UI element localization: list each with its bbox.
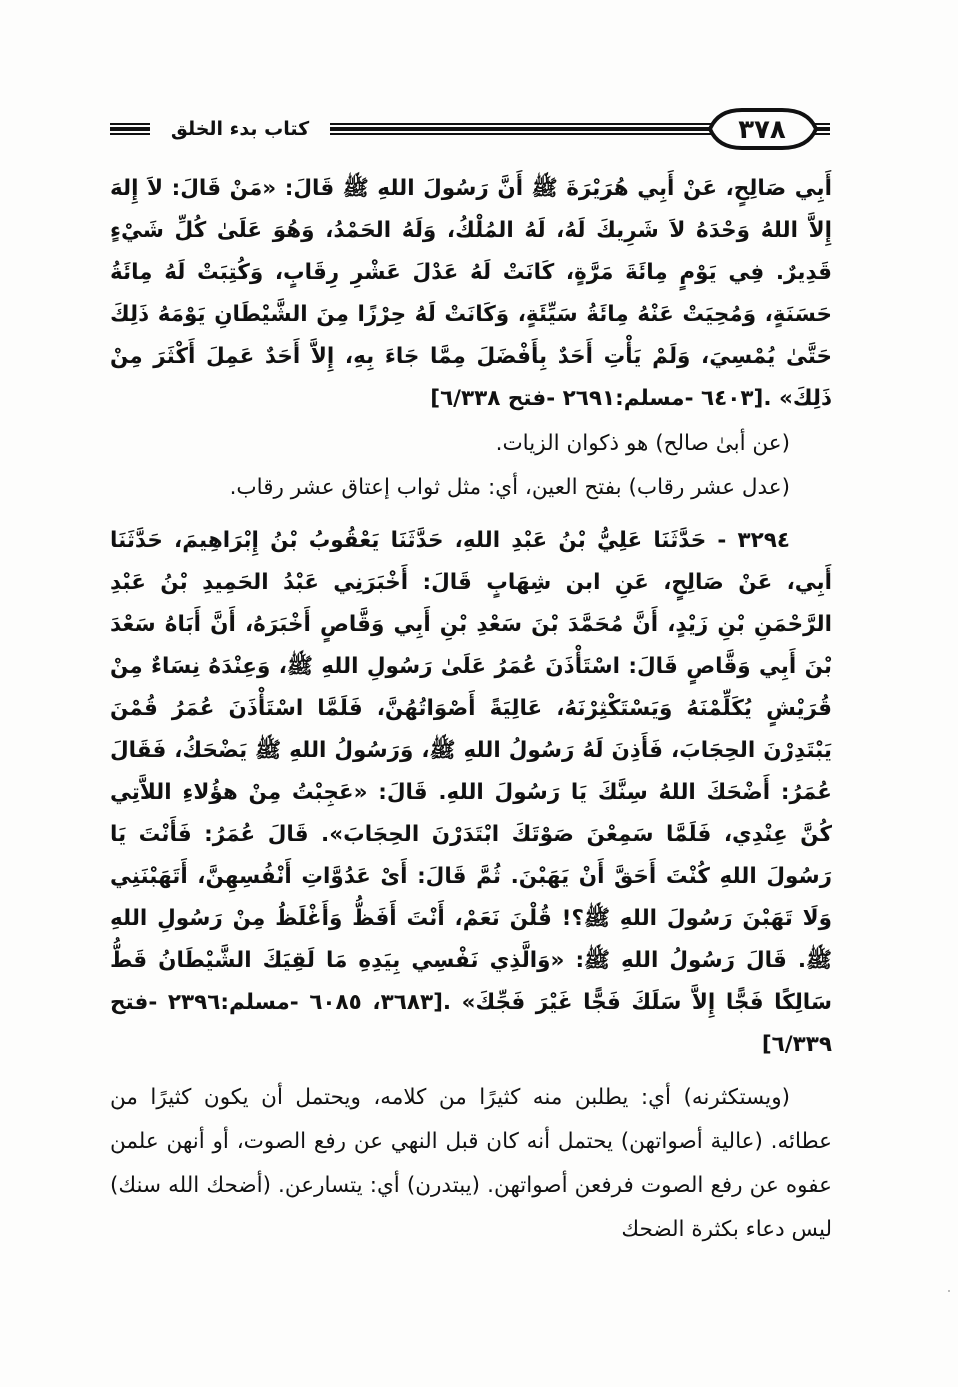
commentary-text: (عدل عشر رقاب) بفتح العين، أي: مثل ثواب إعتاق عشر رقاب. [229,475,790,500]
commentary-text: (عن أبىٰ صالح) هو ذكوان الزيات. [495,431,790,456]
scan-speck [948,1290,950,1292]
hadith-text: ٣٢٩٤ - حَدَّثَنَا عَلِيُّ بْنُ عَبْدِ اللهِ، حَدَّثَنَا يَعْقُوبُ بْنُ إِبْرَاهِيمَ، حَدَّثَنَا أَبِي، عَنْ صَالِحٍ، عَنِ ابن شِهَابٍ قَالَ: أَخْبَرَنِي عَبْدُ الحَمِيدِ بْنُ عَبْدِ الرَّحْمَنِ بْنِ زَيْدٍ، أَنَّ مُحَمَّدَ بْنَ سَعْدِ بْنِ أَبِي وَقَّاصٍ أَخْبَرَهُ، أَنَّ أَبَاهُ سَعْدَ بْنَ أَبِي وَقَّاصٍ قَالَ: اسْتَأْذَنَ عُمَرُ عَلَىٰ رَسُولِ اللهِ ﷺ، وَعِنْدَهُ نِسَاءٌ مِنْ قُرَيْشٍ يُكَلِّمْنَهُ وَيَسْتَكْثِرْنَهُ، عَالِيَةً أَصْوَاتُهُنَّ، فَلَمَّا اسْتَأْذَنَ عُمَرُ قُمْنَ يَبْتَدِرْنَ الحِجَابَ، فَأَذِنَ لَهُ رَسُولُ اللهِ ﷺ، وَرَسُولُ اللهِ ﷺ يَضْحَكُ، فَقَالَ عُمَرُ: أَضْحَكَ اللهُ سِنَّكَ يَا رَسُولَ اللهِ. قَالَ: «عَجِبْتُ مِنْ هؤُلاءِ اللاَّتِي كُنَّ عِنْدِي، فَلَمَّا سَمِعْنَ صَوْتَكَ ابْتَدَرْنَ الحِجَابَ». قَالَ عُمَرُ: فَأَنْتَ يَا رَسُولَ اللهِ كُنْتَ أَحَقَّ أَنْ يَهَبْنَ. ثُمَّ قَالَ: أَىْ عَدُوَّاتِ أَنْفُسِهِنَّ، أَتَهَبْنَنِي وَلَا تَهَبْنَ رَسُولَ اللهِ ﷺ؟! قُلْنَ نَعَمْ، أَنْتَ أَفَظُّ وَأَغْلَظُ مِنْ رَسُولِ اللهِ ﷺ. قَالَ رَسُولُ اللهِ ﷺ: «وَالَّذِي نَفْسِي بِيَدِهِ مَا لَقِيَكَ الشَّيْطَانُ قَطُّ سَالِكًا فَجًّا إِلاَّ سَلَكَ فَجًّا غَيْرَ فَجِّكَ» .[٣٦٨٣، ٦٠٨٥ -مسلم:٢٣٩٦ -فتح ٦/٣٣٩] [110,528,832,1057]
commentary-text: (ويستكثرنه) أي: يطلبن منه كثيرًا من كلامه، ويحتمل أن يكون كثيرًا من عطائه. (عالية أصواتهن) يحتمل أنه كان قبل النهي عن رفع الصوت، أو أنهن علمن عفوه عن رفع الصوت فرفعن أصواتهن. (يبتدرن) أي: يتسارعن. (أضحك الله سنك) ليس دعاء بكثرة الضحك [110,1085,832,1242]
page-number: ٣٧٨ [738,115,786,145]
page-header [110,100,830,158]
book-title: كتاب بدء الخلق [150,112,330,146]
page-content [110,168,832,1252]
hadith-text: أَبِي صَالِحٍ، عَنْ أَبِي هُرَيْرَةَ ﷺ أَنَّ رَسُولَ اللهِ ﷺ قَالَ: «مَنْ قَالَ: لاَ إِلهَ إِلاَّ اللهُ وَحْدَهُ لاَ شَرِيكَ لَهُ، لَهُ المُلْكُ، وَلَهُ الحَمْدُ، وَهُوَ عَلَىٰ كُلِّ شَيْءٍ قَدِيرٌ. فِي يَوْمٍ مِائَةَ مَرَّةٍ، كَانَتْ لَهُ عَدْلَ عَشْرِ رِقَابٍ، وَكُتِبَتْ لَهُ مِائَةُ حَسَنَةٍ، وَمُحِيَتْ عَنْهُ مِائَةُ سَيِّئَةٍ، وَكَانَتْ لَهُ حِرْزًا مِنَ الشَّيْطَانِ يَوْمَهُ ذَلِكَ حَتَّىٰ يُمْسِيَ، وَلَمْ يَأْتِ أَحَدٌ بِأَفْضَلَ مِمَّا جَاءَ بِهِ، إِلاَّ أَحَدٌ عَمِلَ أَكْثَرَ مِنْ ذَلِكَ» .[٦٤٠٣ -مسلم:٢٦٩١ -فتح ٦/٣٣٨] [110,176,832,411]
